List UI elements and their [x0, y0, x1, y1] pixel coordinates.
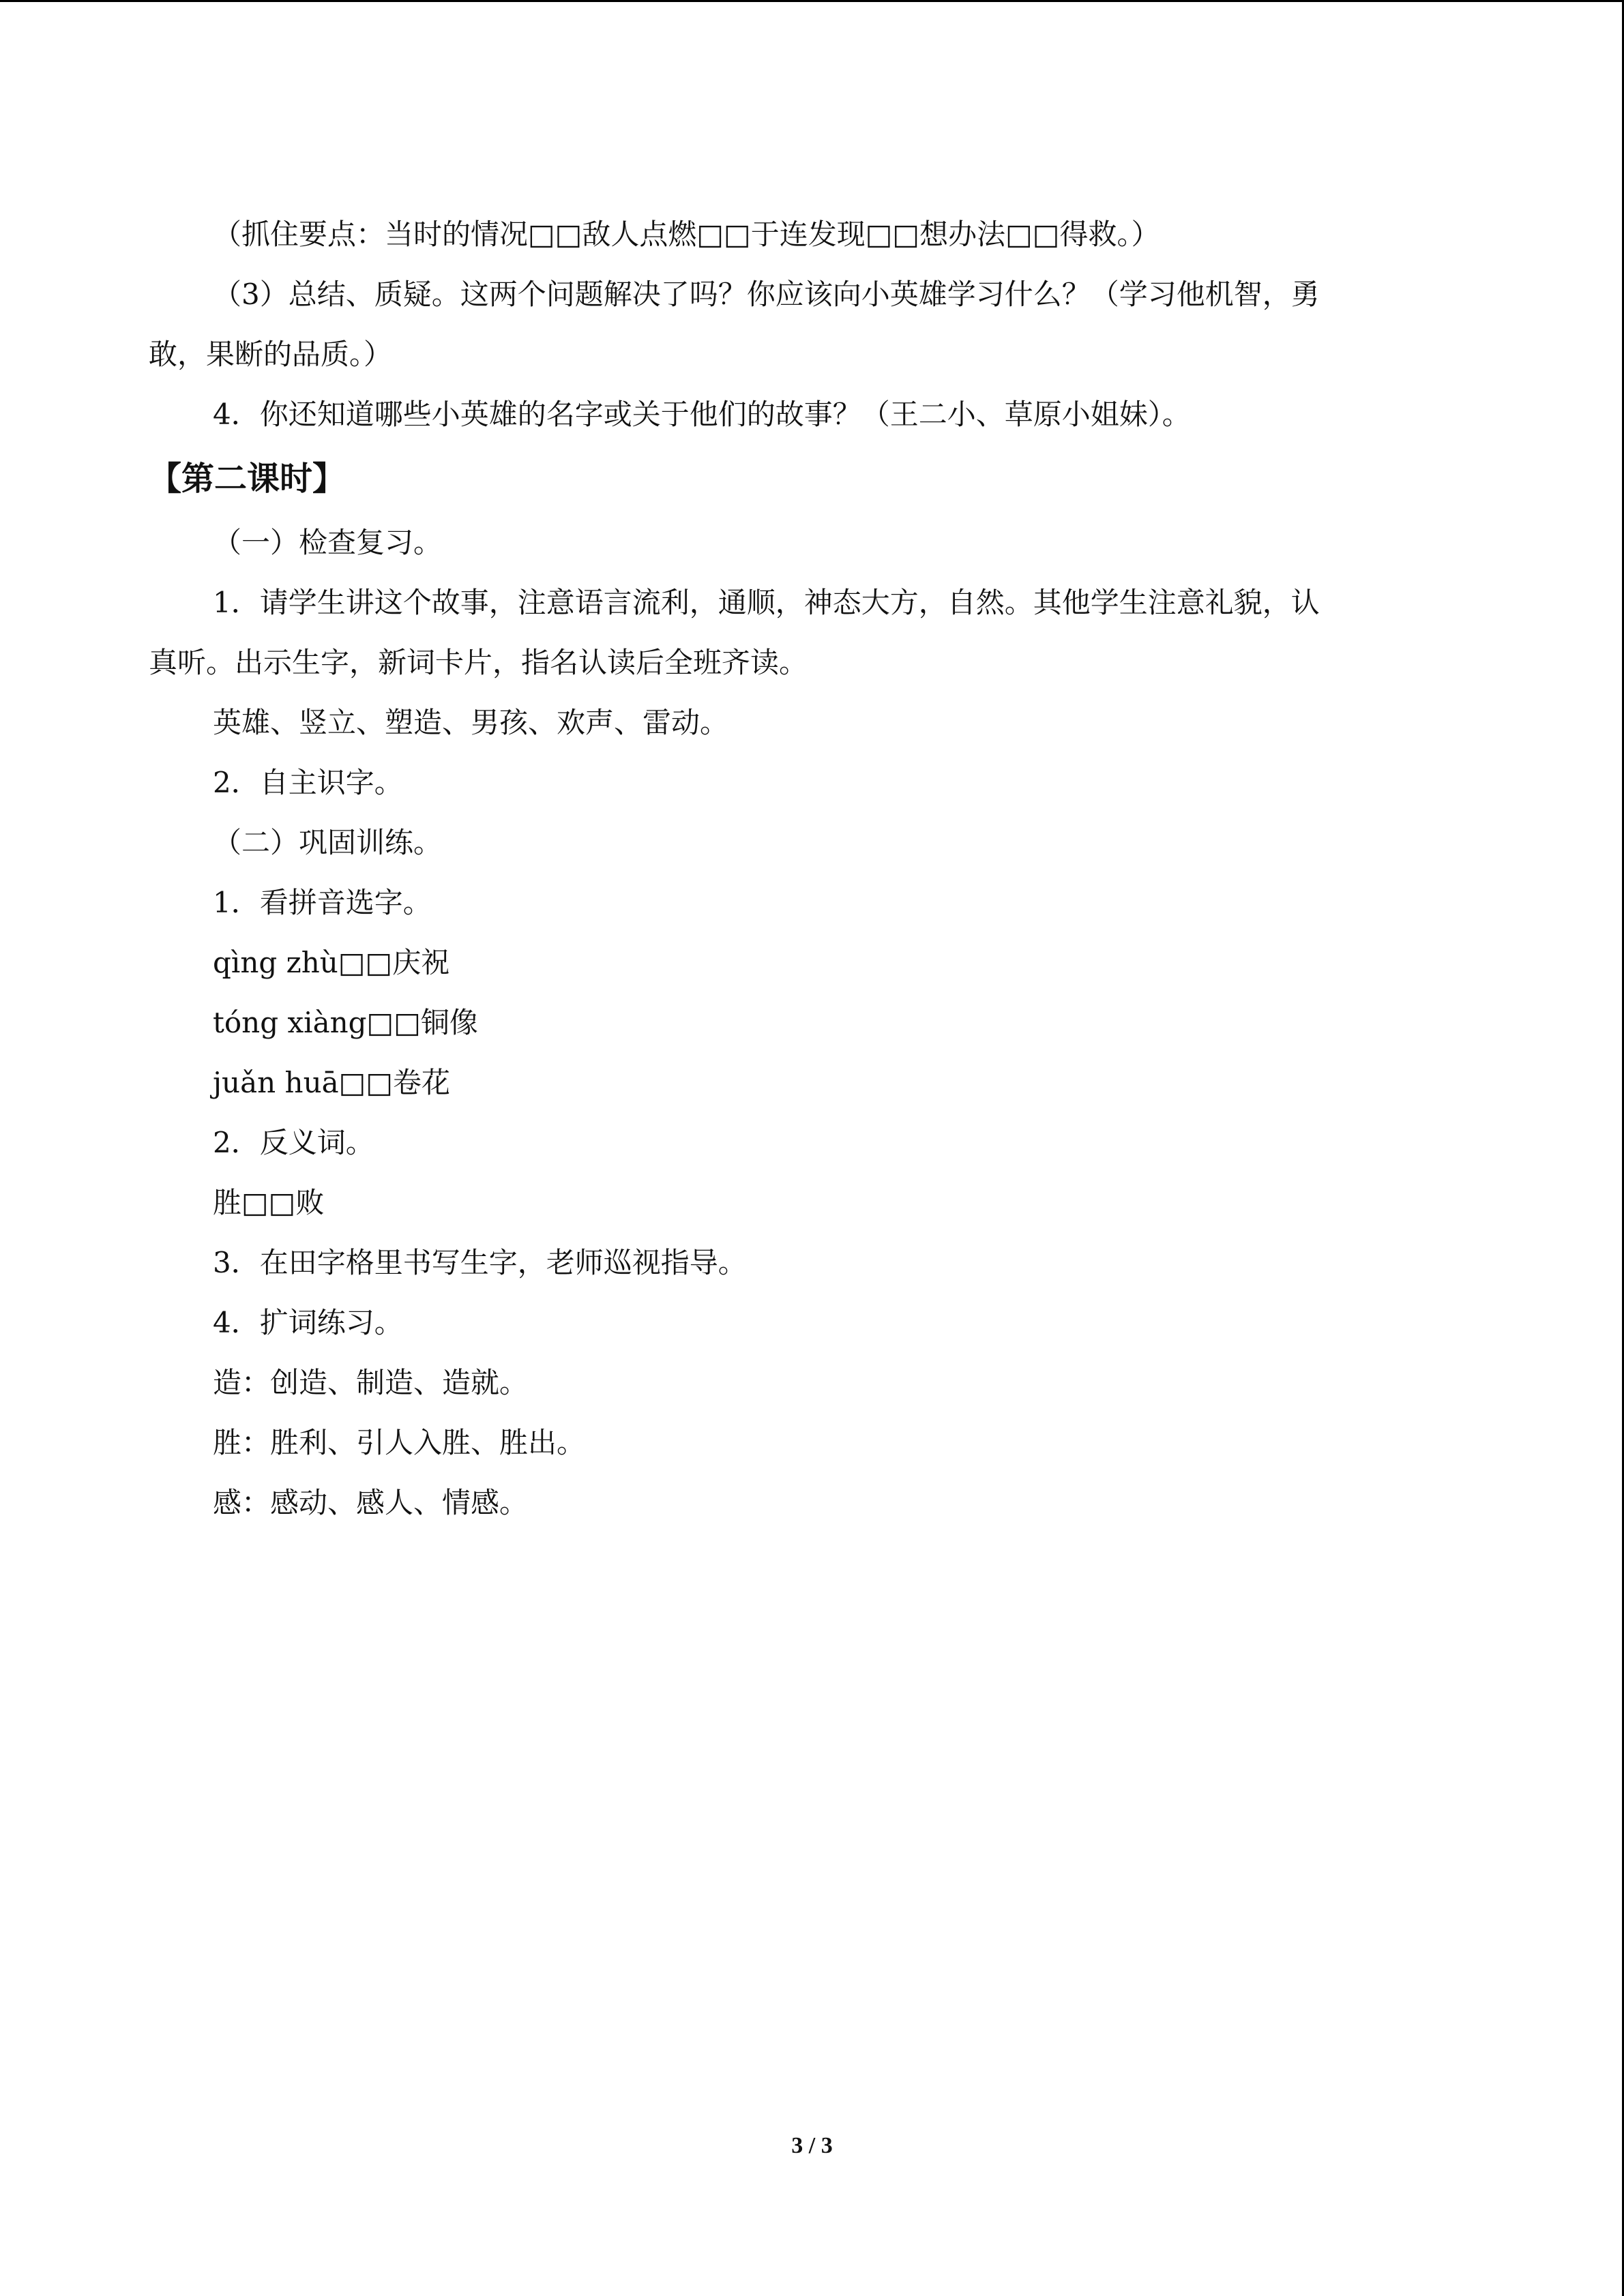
paragraph-summary-line1: （3）总结、质疑。这两个问题解决了吗？你应该向小英雄学习什么？（学习他机智，勇	[213, 278, 1320, 311]
top-border-rule	[0, 0, 1624, 2]
self-literacy-item: 2．自主识字。	[213, 766, 403, 799]
writing-practice: 3．在田字格里书写生字，老师巡视指导。	[213, 1246, 747, 1279]
pinyin-exercise-title: 1．看拼音选字。	[213, 886, 432, 919]
word-expansion-sheng: 胜：胜利、引人入胜、胜出。	[213, 1426, 586, 1459]
antonym-row: 胜□□败	[213, 1186, 325, 1219]
pinyin-row-juanhua: juǎn huā□□卷花	[213, 1066, 451, 1099]
pinyin-row-qingzhu: qìng zhù□□庆祝	[213, 946, 450, 979]
document-body	[149, 205, 1475, 1533]
paragraph-key-points: （抓住要点：当时的情况□□敌人点燃□□于连发现□□想办法□□得救。）	[213, 218, 1160, 251]
practice-heading: （二）巩固训练。	[213, 826, 443, 859]
paragraph-summary-line2: 敢，果断的品质。）	[149, 338, 393, 371]
section-heading-second-lesson: 【第二课时】	[149, 460, 346, 498]
page-number: 3 / 3	[791, 2133, 833, 2158]
word-expansion-title: 4．扩词练习。	[213, 1306, 403, 1339]
vocabulary-list: 英雄、竖立、塑造、男孩、欢声、雷动。	[213, 706, 729, 739]
word-expansion-gan: 感：感动、感人、情感。	[213, 1486, 529, 1519]
word-expansion-zao: 造：创造、制造、造就。	[213, 1366, 529, 1399]
paragraph-other-heroes: 4．你还知道哪些小英雄的名字或关于他们的故事？（王二小、草原小姐妹）。	[213, 398, 1191, 431]
review-heading: （一）检查复习。	[213, 526, 443, 559]
antonym-title: 2．反义词。	[213, 1126, 374, 1159]
pinyin-row-tongxiang: tóng xiàng□□铜像	[213, 1006, 478, 1039]
review-item-1-line2: 真听。出示生字，新词卡片，指名认读后全班齐读。	[149, 646, 808, 679]
review-item-1-line1: 1．请学生讲这个故事，注意语言流利，通顺，神态大方，自然。其他学生注意礼貌，认	[213, 586, 1320, 619]
